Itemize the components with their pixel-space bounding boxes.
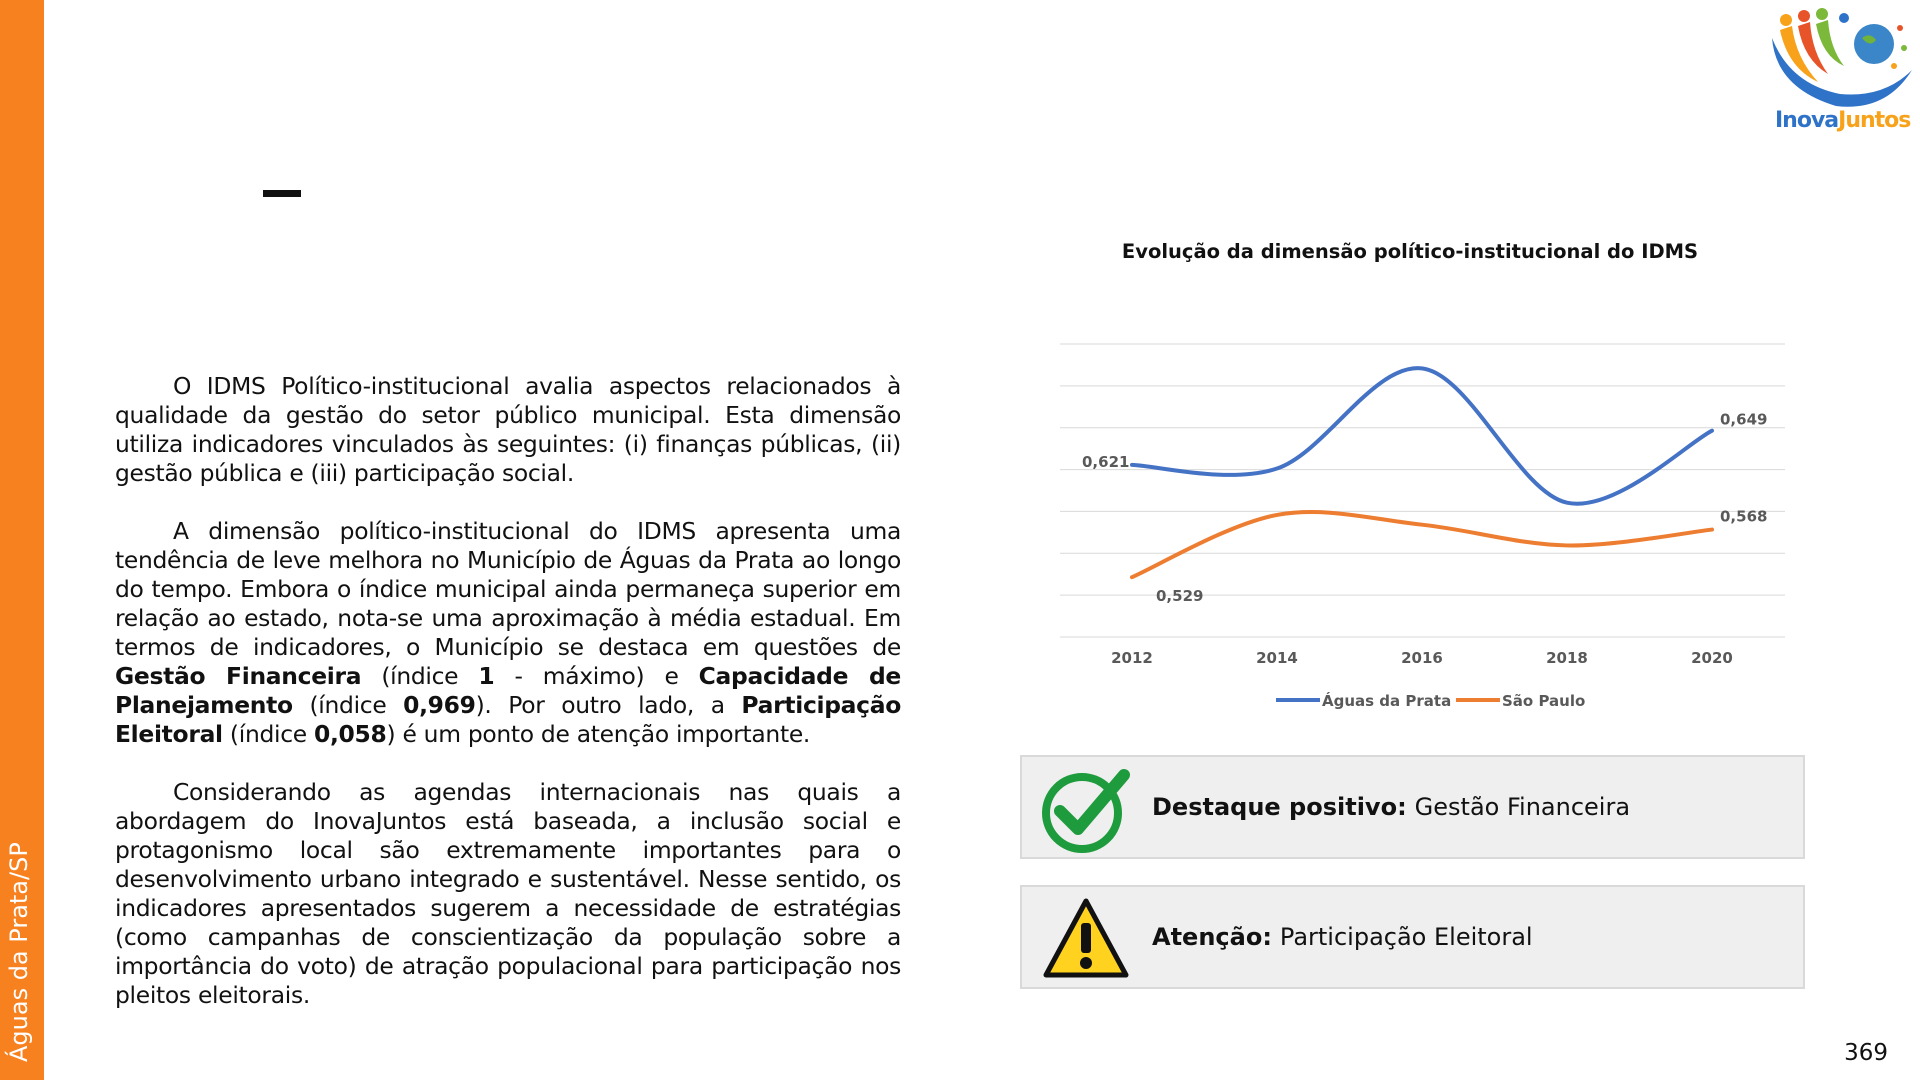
- legend-label: Águas da Prata: [1322, 692, 1452, 710]
- attention-callout: [1020, 885, 1805, 989]
- line-chart: [1040, 320, 1800, 720]
- data-label: 0,529: [1156, 587, 1204, 606]
- x-tick-label: 2012: [1111, 649, 1153, 667]
- attention-text: Atenção: Participação Eleitoral: [1152, 923, 1533, 951]
- series-line-0: [1132, 368, 1712, 504]
- series-line-1: [1132, 512, 1712, 577]
- warning-icon: [1040, 895, 1132, 983]
- side-label: Águas da Prata/SP: [5, 842, 33, 1062]
- x-tick-label: 2018: [1546, 649, 1588, 667]
- page-number: 369: [1844, 1040, 1888, 1066]
- paragraph-1: O IDMS Político-institucional avalia aspectos relacionados à qualidade da gestão do setor público municipal. Esta dimensão utiliza indicadores vinculados às seguintes: (i) finanças públicas, (ii) gestão pública e (iii) participação social.: [115, 372, 901, 487]
- data-label: 0,568: [1720, 507, 1768, 526]
- side-bar: [0, 0, 44, 1080]
- data-label: 0,649: [1720, 410, 1768, 429]
- logo-text: InovaJuntos: [1775, 108, 1911, 133]
- x-tick-label: 2016: [1401, 649, 1443, 667]
- paragraph-2: A dimensão político-institucional do IDMS apresenta uma tendência de leve melhora no Município de Águas da Prata ao longo do tempo. Embora o índice municipal ainda permaneça superior em relação ao estado, nota-se uma aproximação à média estadual. Em termos de indicadores, o Município se destaca em questões de Gestão Financeira (índice 1 - máximo) e Capacidade de Planejamento (índice 0,969). Por outro lado, a Participação Eleitoral (índice 0,058) é um ponto de atenção importante.: [115, 517, 902, 748]
- x-tick-label: 2014: [1256, 649, 1298, 667]
- body-text: [115, 372, 901, 1039]
- check-icon: [1040, 765, 1132, 853]
- data-label: 0,621: [1082, 452, 1130, 471]
- positive-callout: [1020, 755, 1805, 859]
- title-dash: [263, 190, 301, 197]
- positive-text: Destaque positivo: Gestão Financeira: [1152, 793, 1631, 821]
- legend-label: São Paulo: [1502, 692, 1586, 710]
- x-tick-label: 2020: [1691, 649, 1733, 667]
- paragraph-3: Considerando as agendas internacionais nas quais a abordagem do InovaJuntos está baseada, a inclusão social e protagonismo local são extremamente importantes para o desenvolvimento urbano integrado e sustentável. Nesse sentido, os indicadores apresentados sugerem a necessidade de estratégias (como campanhas de conscientização da população sobre a importância do voto) de atração populacional para participação nos pleitos eleitorais.: [115, 778, 901, 1009]
- chart-title: Evolução da dimensão político-institucional do IDMS: [1121, 240, 1699, 263]
